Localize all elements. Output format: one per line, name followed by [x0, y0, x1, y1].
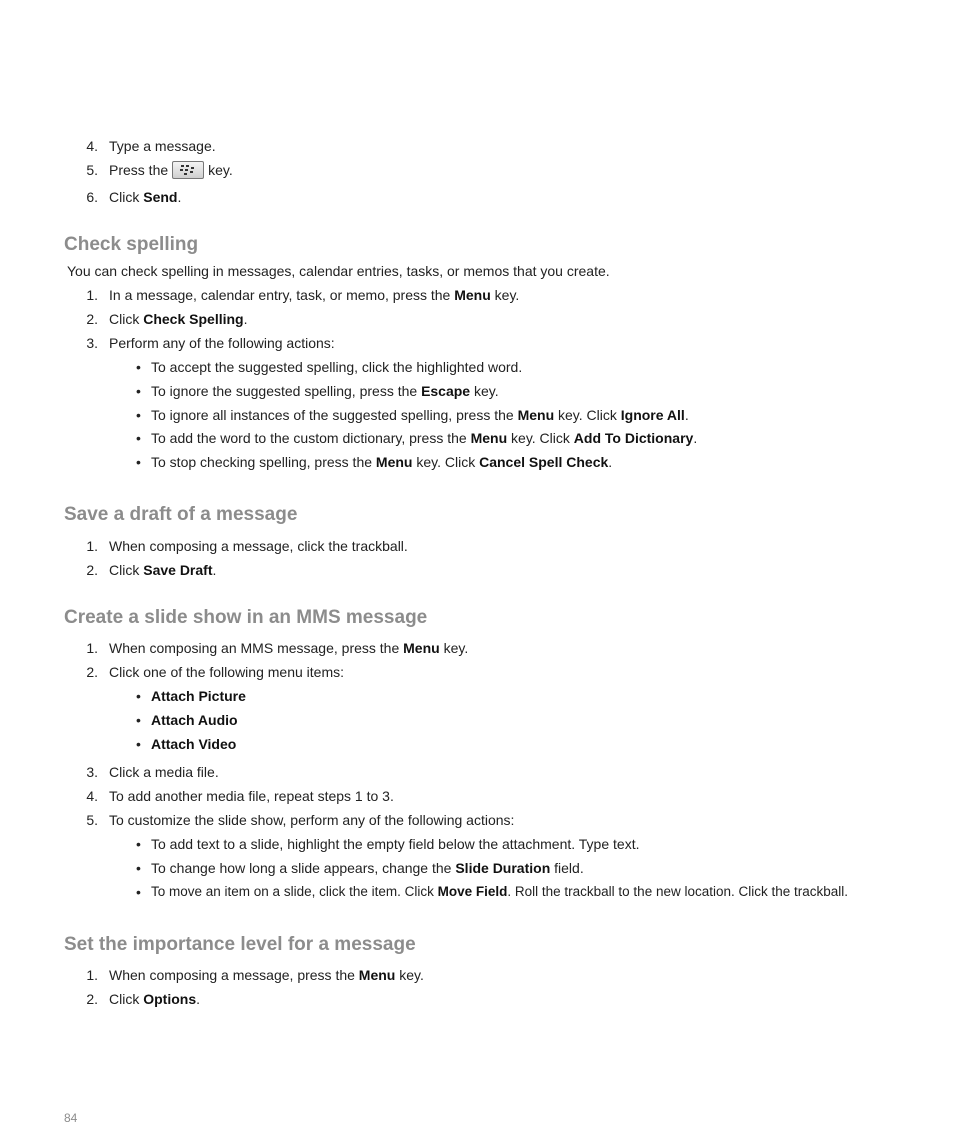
step-text: Press the key. — [109, 162, 233, 178]
bullet-icon: • — [136, 359, 141, 375]
step-text: Click Check Spelling. — [109, 311, 248, 327]
step-number: 3. — [86, 764, 98, 780]
bullet-icon: • — [136, 860, 141, 876]
step-text: In a message, calendar entry, task, or memo, press the Menu key. — [109, 287, 520, 303]
step-number: 2. — [86, 311, 98, 327]
step-number: 1. — [86, 287, 98, 303]
bullet-icon: • — [136, 884, 141, 900]
step-number: 2. — [86, 991, 98, 1007]
step-number: 3. — [86, 335, 98, 351]
section-intro: You can check spelling in messages, calendar entries, tasks, or memos that you create. — [67, 263, 610, 279]
bullet-text: To change how long a slide appears, change the Slide Duration field. — [151, 860, 584, 876]
step-text: Click Options. — [109, 991, 201, 1007]
section-heading-save-draft: Save a draft of a message — [64, 504, 298, 525]
bullet-text: To stop checking spelling, press the Menu key. Click Cancel Spell Check. — [151, 454, 613, 470]
step-text: Click Save Draft. — [109, 562, 217, 578]
bullet-icon: • — [136, 836, 141, 852]
bullet-icon: • — [136, 688, 141, 704]
step-number: 1. — [86, 538, 98, 554]
step-number: 4. — [86, 788, 98, 804]
step-number: 1. — [86, 640, 98, 656]
step-text: When composing a message, click the trackball. — [109, 538, 408, 554]
section-heading-slide-show: Create a slide show in an MMS message — [64, 607, 428, 628]
step-number: 2. — [86, 664, 98, 680]
bullet-icon: • — [136, 454, 141, 470]
step-text: Perform any of the following actions: — [109, 335, 335, 351]
bullet-text: To move an item on a slide, click the item. Click Move Field. Roll the trackball to the new location. Click the trackball. — [151, 884, 849, 899]
step-number: 1. — [86, 967, 98, 983]
menu-item-text: Attach Audio — [151, 712, 238, 728]
bullet-text: To accept the suggested spelling, click the highlighted word. — [151, 359, 523, 375]
bullet-icon: • — [136, 407, 141, 423]
bullet-text: To add text to a slide, highlight the empty field below the attachment. Type text. — [151, 836, 640, 852]
page-number: 84 — [64, 1111, 78, 1125]
section-heading-importance: Set the importance level for a message — [64, 934, 416, 955]
bullet-icon: • — [136, 712, 141, 728]
bullet-text: To ignore all instances of the suggested spelling, press the Menu key. Click Ignore All. — [151, 407, 689, 423]
step-text: Type a message. — [109, 138, 216, 154]
blackberry-menu-key-icon — [172, 161, 204, 179]
step-text: When composing an MMS message, press the Menu key. — [109, 640, 469, 656]
step-text: Click a media file. — [109, 764, 219, 780]
step-text: To customize the slide show, perform any of the following actions: — [109, 812, 515, 828]
bullet-text: To ignore the suggested spelling, press the Escape key. — [151, 383, 499, 399]
section-heading-check-spelling: Check spelling — [64, 234, 199, 255]
menu-item-text: Attach Video — [151, 736, 237, 752]
step-text: When composing a message, press the Menu key. — [109, 967, 424, 983]
step-number: 2. — [86, 562, 98, 578]
bullet-icon: • — [136, 383, 141, 399]
step-text: To add another media file, repeat steps 1 to 3. — [109, 788, 394, 804]
bullet-text: To add the word to the custom dictionary, press the Menu key. Click Add To Dictionary. — [151, 430, 698, 446]
bullet-icon: • — [136, 736, 141, 752]
step-text: Click Send. — [109, 189, 182, 205]
menu-item-text: Attach Picture — [151, 688, 246, 704]
step-number: 4. — [86, 138, 98, 154]
bullet-icon: • — [136, 430, 141, 446]
step-number: 5. — [86, 162, 98, 178]
step-text: Click one of the following menu items: — [109, 664, 344, 680]
step-number: 5. — [86, 812, 98, 828]
step-number: 6. — [86, 189, 98, 205]
